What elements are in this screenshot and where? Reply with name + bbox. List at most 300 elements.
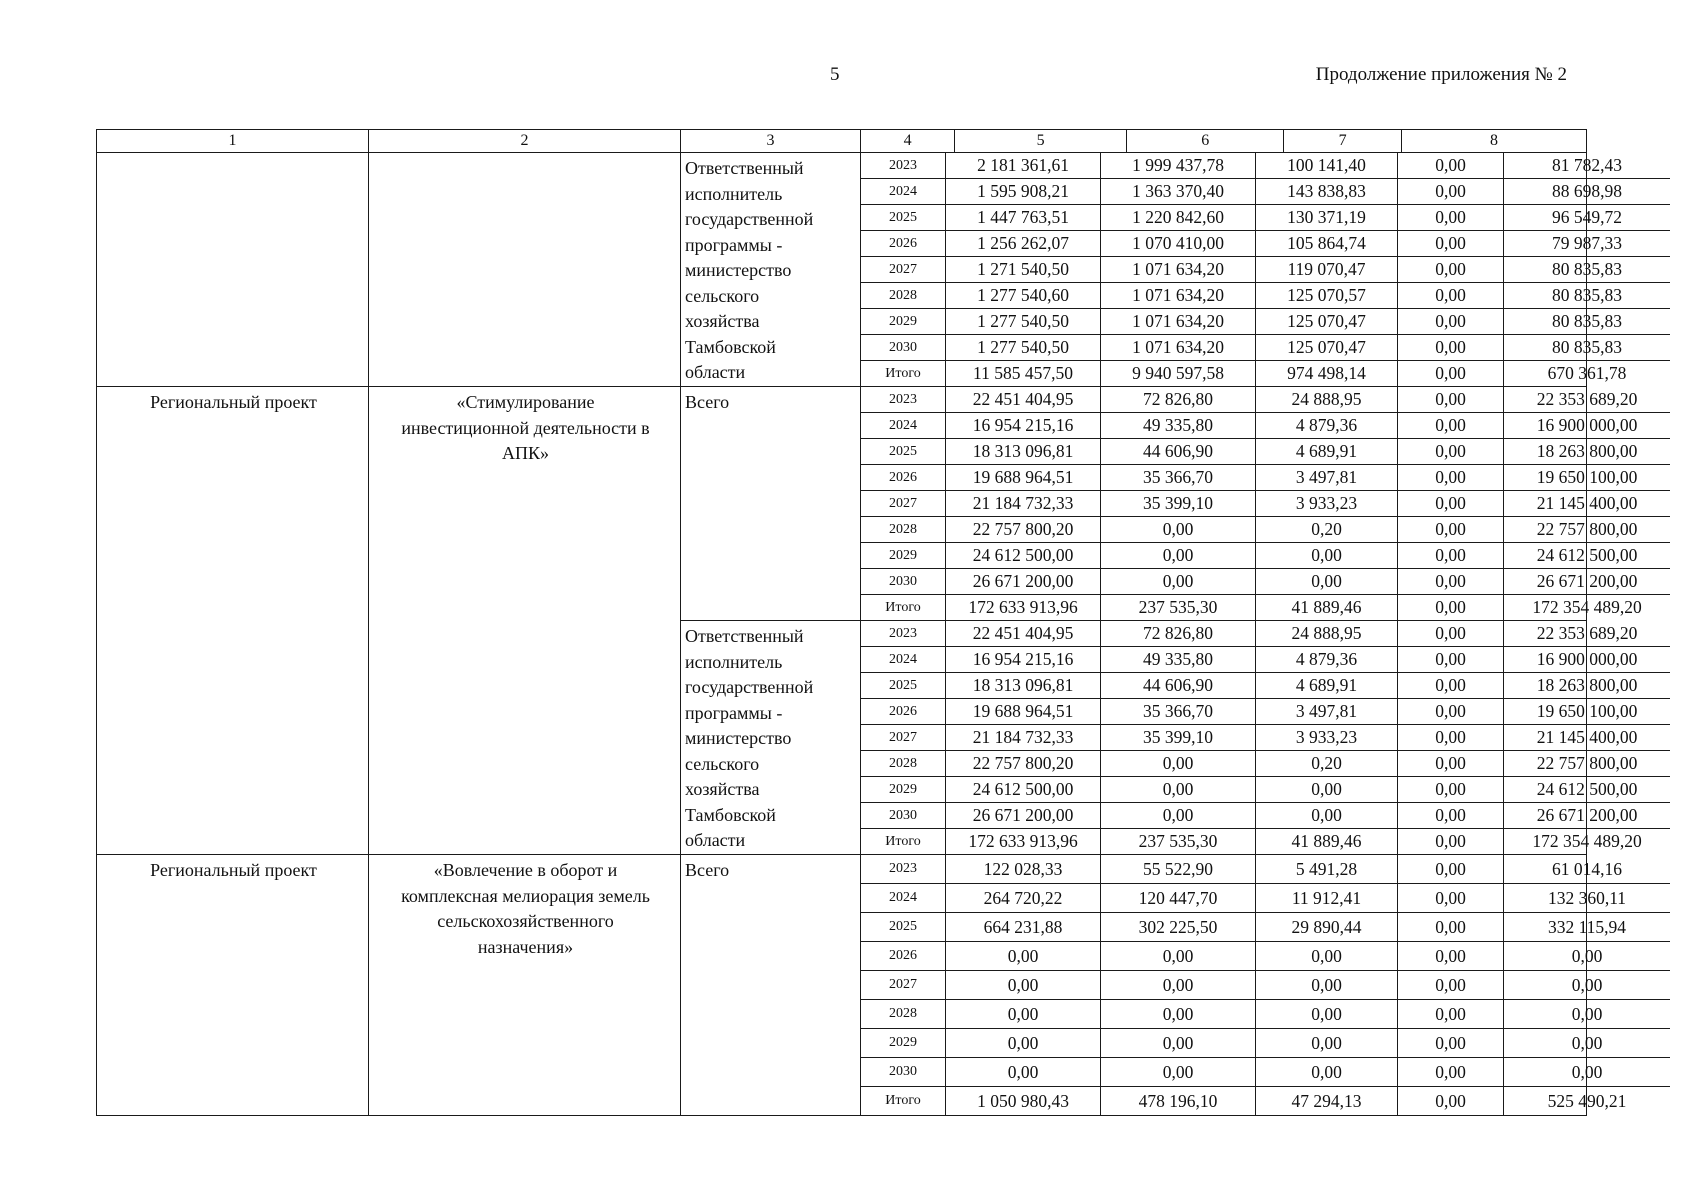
regional-cell: 0,00	[1256, 569, 1398, 595]
year-cell: Итого	[861, 1087, 946, 1116]
project-name	[369, 153, 680, 156]
local-cell: 0,00	[1398, 803, 1504, 829]
total-cell: 172 633 913,96	[946, 829, 1101, 855]
project-name	[369, 387, 680, 467]
project-type-cell	[97, 855, 369, 1116]
local-cell: 0,00	[1398, 1058, 1504, 1087]
table-row	[861, 699, 1670, 725]
funding-source-line: сельского	[685, 753, 760, 774]
other-cell: 80 835,83	[1504, 309, 1671, 335]
funding-source-line: области	[685, 362, 746, 382]
project-name-cell	[369, 855, 681, 1116]
local-cell: 0,00	[1398, 413, 1504, 439]
regional-cell: 3 933,23	[1256, 491, 1398, 517]
total-cell: 22 757 800,20	[946, 517, 1101, 543]
table-row	[861, 335, 1670, 361]
year-cell: 2027	[861, 491, 946, 517]
funding-source-line: Тамбовской	[685, 336, 776, 357]
values-cell	[861, 153, 1627, 387]
total-cell: 1 271 540,50	[946, 257, 1101, 283]
column-header: 5	[955, 130, 1127, 152]
local-cell: 0,00	[1398, 1000, 1504, 1029]
other-cell: 16 900 000,00	[1504, 647, 1671, 673]
federal-cell: 35 399,10	[1101, 491, 1256, 517]
local-cell: 0,00	[1398, 777, 1504, 803]
other-cell: 172 354 489,20	[1504, 829, 1671, 855]
regional-cell: 130 371,19	[1256, 205, 1398, 231]
federal-cell: 1 071 634,20	[1101, 309, 1256, 335]
project-name-line: назначения»	[477, 936, 574, 957]
regional-cell: 5 491,28	[1256, 855, 1398, 884]
project-type-label	[97, 153, 368, 156]
year-cell: 2029	[861, 543, 946, 569]
project-name	[369, 855, 680, 960]
total-cell: 11 585 457,50	[946, 361, 1101, 387]
other-cell: 0,00	[1504, 1029, 1671, 1058]
regional-cell: 0,00	[1256, 1058, 1398, 1087]
year-cell: 2024	[861, 413, 946, 439]
year-cell: 2030	[861, 335, 946, 361]
table-row	[861, 1087, 1670, 1116]
table-row	[861, 803, 1670, 829]
year-cell: 2028	[861, 283, 946, 309]
federal-cell: 0,00	[1101, 803, 1256, 829]
column-header: 1	[97, 130, 369, 153]
table-row	[861, 179, 1670, 205]
federal-cell: 1 071 634,20	[1101, 257, 1256, 283]
other-cell: 332 115,94	[1504, 913, 1671, 942]
total-cell: 0,00	[946, 1029, 1101, 1058]
appendix-header: Продолжение приложения № 2	[1315, 64, 1567, 85]
year-cell: 2025	[861, 205, 946, 231]
funding-source-line: Ответственный	[685, 158, 804, 178]
year-cell: 2023	[861, 855, 946, 884]
table-row	[861, 647, 1670, 673]
federal-cell: 0,00	[1101, 942, 1256, 971]
other-cell: 61 014,16	[1504, 855, 1671, 884]
table-row	[861, 283, 1670, 309]
other-cell: 19 650 100,00	[1504, 465, 1671, 491]
year-cell: 2030	[861, 803, 946, 829]
other-cell: 19 650 100,00	[1504, 699, 1671, 725]
regional-cell: 0,20	[1256, 517, 1398, 543]
funding-source-line: исполнитель	[685, 183, 783, 204]
local-cell: 0,00	[1398, 699, 1504, 725]
federal-cell: 72 826,80	[1101, 621, 1256, 647]
year-cell: 2027	[861, 971, 946, 1000]
funding-source-cell	[681, 621, 861, 855]
regional-cell: 143 838,83	[1256, 179, 1398, 205]
project-name-line: инвестиционной деятельности в	[401, 417, 650, 438]
federal-cell: 44 606,90	[1101, 673, 1256, 699]
federal-cell: 478 196,10	[1101, 1087, 1256, 1116]
funding-source-line: министерство	[685, 260, 792, 280]
total-cell: 22 451 404,95	[946, 387, 1101, 413]
local-cell: 0,00	[1398, 231, 1504, 257]
total-cell: 2 181 361,61	[946, 153, 1101, 179]
regional-cell: 0,00	[1256, 942, 1398, 971]
other-cell: 22 757 800,00	[1504, 517, 1671, 543]
table-row	[861, 569, 1670, 595]
other-cell: 26 671 200,00	[1504, 803, 1671, 829]
local-cell: 0,00	[1398, 829, 1504, 855]
project-name-line: комплексная мелиорация земель	[401, 885, 650, 906]
local-cell: 0,00	[1398, 283, 1504, 309]
other-cell: 96 549,72	[1504, 205, 1671, 231]
total-cell: 1 256 262,07	[946, 231, 1101, 257]
column-number-row	[97, 130, 1587, 153]
other-cell: 132 360,11	[1504, 884, 1671, 913]
block-row	[97, 153, 1587, 387]
other-cell: 670 361,78	[1504, 361, 1671, 387]
year-cell: 2023	[861, 153, 946, 179]
federal-cell: 0,00	[1101, 1000, 1256, 1029]
total-cell: 21 184 732,33	[946, 491, 1101, 517]
regional-cell: 125 070,47	[1256, 335, 1398, 361]
table-row	[861, 491, 1670, 517]
year-cell: 2028	[861, 1000, 946, 1029]
table-row	[861, 257, 1670, 283]
values-grid	[861, 387, 1670, 620]
project-name-line: АПК»	[501, 443, 549, 463]
values-grid	[861, 621, 1670, 854]
year-cell: 2028	[861, 751, 946, 777]
federal-cell: 72 826,80	[1101, 387, 1256, 413]
federal-cell: 1 220 842,60	[1101, 205, 1256, 231]
column-header: 4	[861, 130, 955, 152]
total-cell: 664 231,88	[946, 913, 1101, 942]
federal-cell: 0,00	[1101, 543, 1256, 569]
funding-source-line: Всего	[685, 392, 730, 412]
year-cell: 2026	[861, 942, 946, 971]
regional-cell: 100 141,40	[1256, 153, 1398, 179]
year-cell: 2025	[861, 439, 946, 465]
local-cell: 0,00	[1398, 517, 1504, 543]
regional-cell: 0,00	[1256, 1029, 1398, 1058]
table-row	[861, 725, 1670, 751]
total-cell: 16 954 215,16	[946, 647, 1101, 673]
other-cell: 525 490,21	[1504, 1087, 1671, 1116]
project-name-line: «Вовлечение в оборот и	[433, 860, 618, 880]
total-cell: 1 050 980,43	[946, 1087, 1101, 1116]
federal-cell: 0,00	[1101, 517, 1256, 543]
local-cell: 0,00	[1398, 335, 1504, 361]
funding-source	[681, 621, 860, 854]
column-header-values	[861, 130, 1586, 152]
total-cell: 1 277 540,60	[946, 283, 1101, 309]
federal-cell: 237 535,30	[1101, 595, 1256, 621]
local-cell: 0,00	[1398, 179, 1504, 205]
table-row	[861, 231, 1670, 257]
year-cell: 2024	[861, 647, 946, 673]
regional-cell: 29 890,44	[1256, 913, 1398, 942]
page-number: 5	[830, 64, 840, 85]
table-row	[861, 1029, 1670, 1058]
federal-cell: 55 522,90	[1101, 855, 1256, 884]
funding-source	[681, 855, 860, 884]
funding-source-line: государственной	[685, 677, 814, 697]
funding-source	[681, 153, 860, 386]
table-row	[861, 595, 1670, 621]
table-row	[861, 413, 1670, 439]
funding-source-line: Ответственный	[685, 626, 804, 646]
project-name-cell	[369, 153, 681, 387]
table-row	[861, 673, 1670, 699]
federal-cell: 0,00	[1101, 777, 1256, 803]
other-cell: 18 263 800,00	[1504, 439, 1671, 465]
project-name-line: «Стимулирование	[456, 392, 595, 412]
year-cell: 2024	[861, 179, 946, 205]
values-grid	[861, 855, 1670, 1115]
funding-source-line: хозяйства	[685, 779, 760, 799]
year-cell: 2025	[861, 673, 946, 699]
total-cell: 1 277 540,50	[946, 309, 1101, 335]
other-cell: 18 263 800,00	[1504, 673, 1671, 699]
budget-table	[96, 129, 1642, 1116]
year-cell: Итого	[861, 595, 946, 621]
other-cell: 22 353 689,20	[1504, 387, 1671, 413]
regional-cell: 125 070,47	[1256, 309, 1398, 335]
funding-source-cell	[681, 153, 861, 387]
federal-cell: 35 366,70	[1101, 465, 1256, 491]
table-row	[861, 621, 1670, 647]
project-name-line: сельскохозяйственного	[437, 911, 614, 931]
total-cell: 19 688 964,51	[946, 699, 1101, 725]
regional-cell: 4 689,91	[1256, 439, 1398, 465]
total-cell: 264 720,22	[946, 884, 1101, 913]
table-row	[861, 387, 1670, 413]
total-cell: 18 313 096,81	[946, 673, 1101, 699]
other-cell: 21 145 400,00	[1504, 725, 1671, 751]
local-cell: 0,00	[1398, 673, 1504, 699]
total-cell: 1 277 540,50	[946, 335, 1101, 361]
total-cell: 16 954 215,16	[946, 413, 1101, 439]
local-cell: 0,00	[1398, 569, 1504, 595]
other-cell: 80 835,83	[1504, 283, 1671, 309]
regional-cell: 11 912,41	[1256, 884, 1398, 913]
table-row	[861, 1000, 1670, 1029]
total-cell: 18 313 096,81	[946, 439, 1101, 465]
project-type-cell	[97, 387, 369, 855]
regional-cell: 125 070,57	[1256, 283, 1398, 309]
table-row	[861, 153, 1670, 179]
total-cell: 172 633 913,96	[946, 595, 1101, 621]
regional-cell: 4 879,36	[1256, 647, 1398, 673]
local-cell: 0,00	[1398, 884, 1504, 913]
other-cell: 0,00	[1504, 1000, 1671, 1029]
other-cell: 22 757 800,00	[1504, 751, 1671, 777]
values-cell	[861, 387, 1642, 621]
table-row	[861, 777, 1670, 803]
federal-cell: 1 070 410,00	[1101, 231, 1256, 257]
table-row	[861, 971, 1670, 1000]
total-cell: 26 671 200,00	[946, 803, 1101, 829]
year-cell: 2030	[861, 569, 946, 595]
table-row	[861, 439, 1670, 465]
funding-source-line: государственной	[685, 209, 814, 229]
funding-source-line: сельского	[685, 285, 760, 306]
year-cell: Итого	[861, 361, 946, 387]
local-cell: 0,00	[1398, 153, 1504, 179]
local-cell: 0,00	[1398, 751, 1504, 777]
federal-cell: 49 335,80	[1101, 647, 1256, 673]
total-cell: 26 671 200,00	[946, 569, 1101, 595]
column-header: 2	[369, 130, 681, 153]
local-cell: 0,00	[1398, 205, 1504, 231]
local-cell: 0,00	[1398, 725, 1504, 751]
year-cell: 2029	[861, 1029, 946, 1058]
local-cell: 0,00	[1398, 257, 1504, 283]
year-cell: 2028	[861, 517, 946, 543]
regional-cell: 974 498,14	[1256, 361, 1398, 387]
other-cell: 0,00	[1504, 971, 1671, 1000]
funding-source-line: министерство	[685, 728, 792, 748]
local-cell: 0,00	[1398, 595, 1504, 621]
regional-cell: 105 864,74	[1256, 231, 1398, 257]
total-cell: 22 451 404,95	[946, 621, 1101, 647]
local-cell: 0,00	[1398, 855, 1504, 884]
federal-cell: 0,00	[1101, 751, 1256, 777]
table-row	[861, 1058, 1670, 1087]
budget-table-body	[97, 130, 1642, 1116]
other-cell: 0,00	[1504, 1058, 1671, 1087]
year-cell: Итого	[861, 829, 946, 855]
regional-cell: 41 889,46	[1256, 595, 1398, 621]
federal-cell: 44 606,90	[1101, 439, 1256, 465]
total-cell: 0,00	[946, 1058, 1101, 1087]
federal-cell: 35 366,70	[1101, 699, 1256, 725]
regional-cell: 4 689,91	[1256, 673, 1398, 699]
regional-cell: 47 294,13	[1256, 1087, 1398, 1116]
local-cell: 0,00	[1398, 942, 1504, 971]
other-cell: 22 353 689,20	[1504, 621, 1671, 647]
federal-cell: 35 399,10	[1101, 725, 1256, 751]
regional-cell: 119 070,47	[1256, 257, 1398, 283]
other-cell: 88 698,98	[1504, 179, 1671, 205]
funding-source	[681, 387, 860, 416]
regional-cell: 0,00	[1256, 543, 1398, 569]
regional-cell: 24 888,95	[1256, 387, 1398, 413]
other-cell: 0,00	[1504, 942, 1671, 971]
federal-cell: 9 940 597,58	[1101, 361, 1256, 387]
block-row	[97, 387, 1587, 621]
year-cell: 2030	[861, 1058, 946, 1087]
federal-cell: 1 071 634,20	[1101, 335, 1256, 361]
funding-source-line: области	[685, 830, 746, 850]
year-cell: 2025	[861, 913, 946, 942]
local-cell: 0,00	[1398, 387, 1504, 413]
federal-cell: 302 225,50	[1101, 913, 1256, 942]
total-cell: 1 595 908,21	[946, 179, 1101, 205]
regional-cell: 3 497,81	[1256, 699, 1398, 725]
table-row	[861, 829, 1670, 855]
federal-cell: 120 447,70	[1101, 884, 1256, 913]
federal-cell: 0,00	[1101, 569, 1256, 595]
funding-source-line: программы -	[685, 702, 783, 723]
other-cell: 16 900 000,00	[1504, 413, 1671, 439]
other-cell: 172 354 489,20	[1504, 595, 1671, 621]
year-cell: 2023	[861, 621, 946, 647]
block-row	[97, 855, 1587, 1116]
funding-source-line: хозяйства	[685, 311, 760, 331]
local-cell: 0,00	[1398, 543, 1504, 569]
local-cell: 0,00	[1398, 309, 1504, 335]
year-cell: 2027	[861, 725, 946, 751]
other-cell: 79 987,33	[1504, 231, 1671, 257]
regional-cell: 0,00	[1256, 1000, 1398, 1029]
local-cell: 0,00	[1398, 621, 1504, 647]
total-cell: 22 757 800,20	[946, 751, 1101, 777]
table-row	[861, 309, 1670, 335]
federal-cell: 0,00	[1101, 971, 1256, 1000]
funding-source-cell	[681, 387, 861, 621]
federal-cell: 49 335,80	[1101, 413, 1256, 439]
table-row	[861, 517, 1670, 543]
total-cell: 21 184 732,33	[946, 725, 1101, 751]
year-cell: 2023	[861, 387, 946, 413]
year-cell: 2027	[861, 257, 946, 283]
other-cell: 26 671 200,00	[1504, 569, 1671, 595]
column-header: 3	[681, 130, 861, 153]
local-cell: 0,00	[1398, 647, 1504, 673]
table-row	[861, 855, 1670, 884]
local-cell: 0,00	[1398, 361, 1504, 387]
table-row	[861, 205, 1670, 231]
total-cell: 24 612 500,00	[946, 543, 1101, 569]
local-cell: 0,00	[1398, 1087, 1504, 1116]
other-cell: 24 612 500,00	[1504, 777, 1671, 803]
total-cell: 0,00	[946, 1000, 1101, 1029]
table-row	[861, 884, 1670, 913]
values-cell	[861, 855, 1627, 1116]
project-type-cell	[97, 153, 369, 387]
regional-cell: 41 889,46	[1256, 829, 1398, 855]
federal-cell: 0,00	[1101, 1058, 1256, 1087]
total-cell: 19 688 964,51	[946, 465, 1101, 491]
column-header: 8	[1401, 130, 1586, 152]
federal-cell: 1 071 634,20	[1101, 283, 1256, 309]
other-cell: 81 782,43	[1504, 153, 1671, 179]
local-cell: 0,00	[1398, 1029, 1504, 1058]
other-cell: 24 612 500,00	[1504, 543, 1671, 569]
regional-cell: 0,00	[1256, 777, 1398, 803]
table-row	[861, 465, 1670, 491]
federal-cell: 1 999 437,78	[1101, 153, 1256, 179]
project-type-label: Региональный проект	[150, 392, 317, 412]
regional-cell: 3 933,23	[1256, 725, 1398, 751]
table-row	[861, 751, 1670, 777]
year-cell: 2026	[861, 699, 946, 725]
table-row	[861, 913, 1670, 942]
federal-cell: 1 363 370,40	[1101, 179, 1256, 205]
regional-cell: 24 888,95	[1256, 621, 1398, 647]
funding-source-line: Всего	[685, 860, 730, 880]
year-cell: 2024	[861, 884, 946, 913]
funding-source-line: программы -	[685, 234, 783, 255]
column-header: 6	[1126, 130, 1283, 152]
total-cell: 0,00	[946, 971, 1101, 1000]
local-cell: 0,00	[1398, 465, 1504, 491]
regional-cell: 3 497,81	[1256, 465, 1398, 491]
year-cell: 2029	[861, 777, 946, 803]
table-row	[861, 942, 1670, 971]
values-grid	[861, 153, 1670, 386]
regional-cell: 0,20	[1256, 751, 1398, 777]
regional-cell: 0,00	[1256, 971, 1398, 1000]
total-cell: 1 447 763,51	[946, 205, 1101, 231]
total-cell: 24 612 500,00	[946, 777, 1101, 803]
table-row	[861, 361, 1670, 387]
